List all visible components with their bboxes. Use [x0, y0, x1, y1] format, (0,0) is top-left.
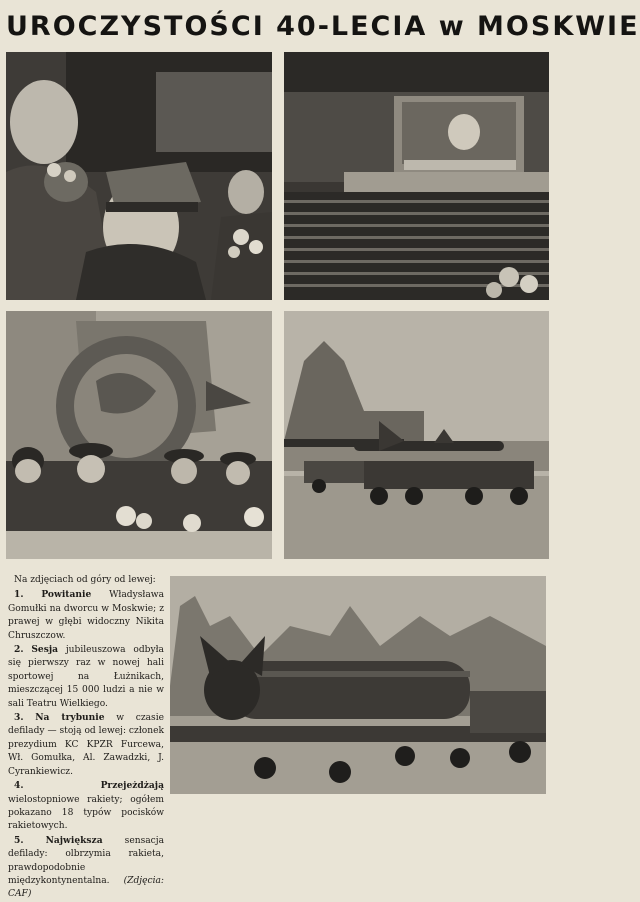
photo-jubilee-session-hall: [284, 52, 549, 300]
photo-credit: (Zdjęcia: CAF): [8, 875, 164, 900]
photo-welcome-at-station: [6, 52, 272, 300]
caption-item-4: 4. Przejeżdżają wielostopniowe rakiety; ogółem pokazano 18 typów pocisków rakietowych.: [8, 780, 164, 832]
caption-item-3: 3. Na trybunie w czasie defilady — stoją od lewej: członek prezydium KC KPZR Furcewa, Wł. Gomułka, Al. Zawadzki, J. Cyrankiewicz.: [8, 712, 164, 777]
caption-item-2: 2. Sesja jubileuszowa odbyła się pierwszy raz w nowej hali sportowej na Łużnikach, mieszczącej 15 000 ludzi a nie w sali Teatru Wielkiego.: [8, 644, 164, 709]
photo-giant-rocket: [170, 576, 546, 794]
photo-multistage-rockets: [284, 311, 549, 559]
photo-tribune-during-parade: [6, 311, 272, 559]
photo-caption: [8, 574, 164, 902]
page-headline: UROCZYSTOŚCI 40-LECIA w MOSKWIE: [6, 11, 640, 42]
caption-item-1: 1. Powitanie Władysława Gomułki na dworcu w Moskwie; z prawej w głębi widoczny Nikita Chruszczow.: [8, 589, 164, 641]
caption-lead: Na zdjęciach od góry od lewej:: [14, 575, 156, 585]
caption-item-5: 5. Największa sensacja defilady: olbrzymia rakieta, prawdopodobnie międzykontynentalna. (Zdjęcia: CAF): [8, 834, 164, 900]
